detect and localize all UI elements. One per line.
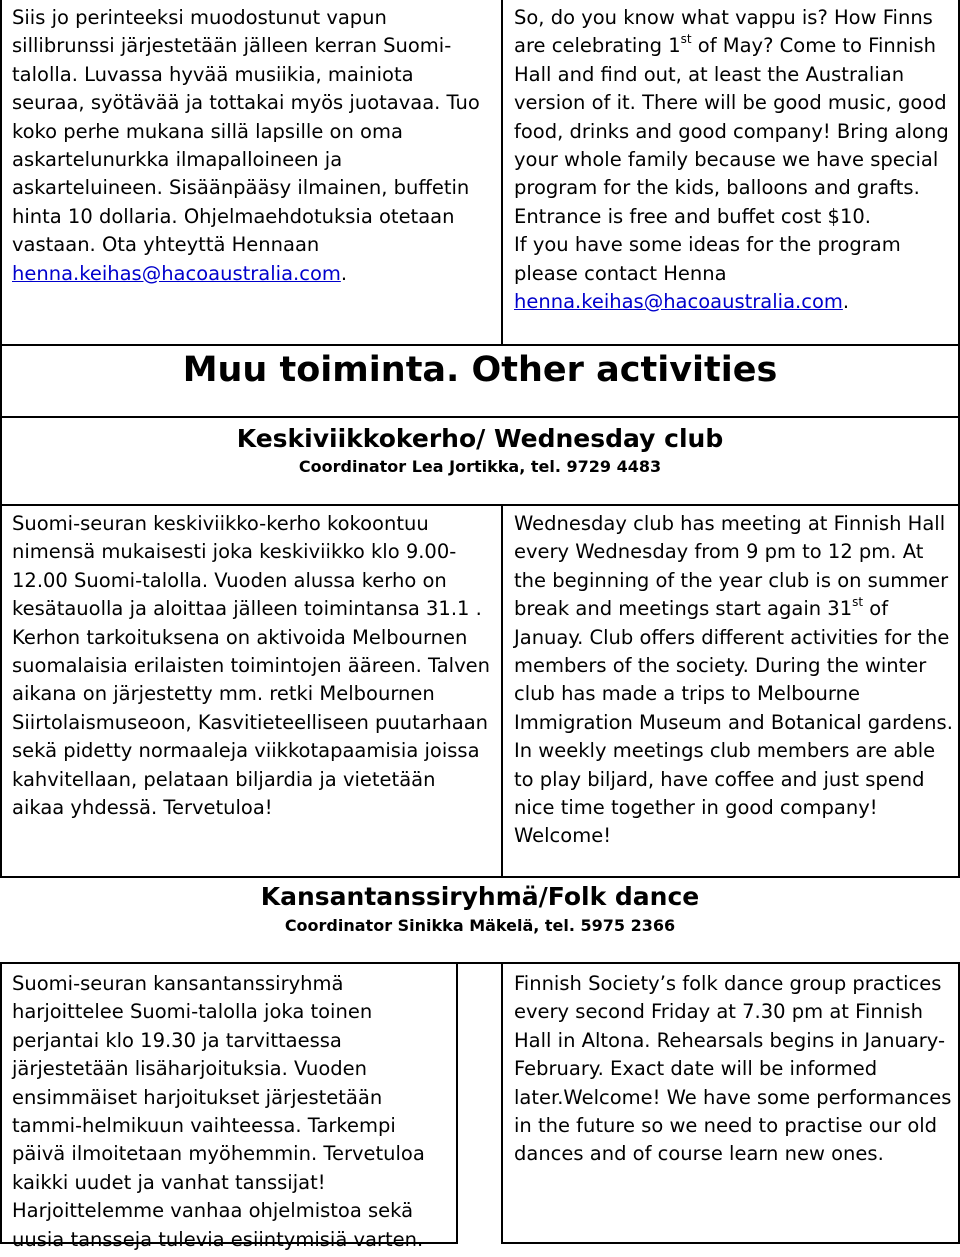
wednesday-english-sup: st [852,594,864,609]
vappu-finnish-email-link[interactable]: henna.keihas@hacoaustralia.com [12,261,341,285]
wed-header-bottom-border [0,504,960,506]
wed-body-middle-border [501,506,503,878]
folk-left-box-right [456,962,458,1244]
vappu-english-period: . [842,290,850,314]
vappu-finnish-period: . [340,261,348,285]
folk-dance-finnish-body: Suomi-seuran kansantanssiryhmä harjoittelee Suomi-talolla joka toinen perjantai klo 19.30 ja tarvittaessa järjestetään lisäharjoituksia. Vuoden ensimmäiset harjoitukset järjestetään tammi-helmikuun vaihteessa. Tarkempi päivä ilmoitetaan myöhemmin. Tervetuloa kaikki uudet ja vanhat tanssijat! Harjoittelemme vanhaa ohjelmistoa sekä uusia tansseja tulevia esiintymisiä varten. [12,972,425,1251]
wednesday-english-body: Wednesday club has meeting at Finnish Hall every Wednesday from 9 pm to 12 pm. At the beginning of the year club is on summer break and meetings start again 31 [514,512,949,621]
wed-body-bottom-border [0,876,960,878]
other-activities-title: Muu toiminta. Other activities [182,350,778,390]
vappu-finnish-body: Siis jo perinteeksi muodostunut vapun sillibrunssi järjestetään jälleen kerran Suomi-talolla. Luvassa hyvää musiikia, mainiota seuraa, syötävää ja tottakai myös juotavaa. Tuo koko perhe mukana sillä lapsille on oma askartelunurkka ilmapalloineen ja askarteluineen. Sisäänpääsy ilmainen, buffetin hinta 10 dollaria. Ohjelmaehdotuksia otetaan vastaan. Ota yhteyttä Hennaan [12,6,480,257]
folk-dance-title: Kansantanssiryhmä/Folk dance [260,882,700,911]
folk-dance-coordinator: Coordinator Sinikka Mäkelä, tel. 5975 2366 [284,916,676,935]
top-left-border [0,0,2,346]
vappu-english-body: So, do you know what vappu is? How Finns are celebrating 1 [514,6,933,58]
folk-dance-english-text [514,970,954,1169]
wednesday-finnish-text [12,510,492,822]
folk-dance-finnish-text [12,970,452,1254]
vappu-finnish-text [12,4,492,288]
folk-right-box-left [501,962,503,1244]
folk-header-bottom-border [0,962,960,964]
vappu-english-body-2: of May? Come to Finnish Hall and find out, at least the Australian version of it. There will be good music, good food, drinks and good company! Bring along your whole family because we have special program for the kids, balloons and grafts. Entrance is free and buffet cost $10. [514,34,949,228]
other-bottom-border [0,416,960,418]
top-bottom-border [0,344,960,346]
wednesday-club-title: Keskiviikkokerho/ Wednesday club [236,424,724,453]
wednesday-english-body-2: of Januay. Club offers different activities for the members of the society. During the winter club has made a trips to Melbourne Immigration Museum and Botanical gardens. In weekly meetings club members are able to play biljard, have coffee and just spend nice time together in good company! Welcome! [514,597,953,848]
vappu-english-contact: If you have some ideas for the program please contact Henna [514,233,901,285]
folk-dance-english-body: Finnish Society’s folk dance group practices every second Friday at 7.30 pm at Finnish Hall in Altona. Rehearsals begins in January-February. Exact date will be informed later.Welcome! We have some performances in the future so we need to practise our old dances and of course learn new ones. [514,972,952,1166]
wednesday-english-text [514,510,954,851]
vappu-english-email-link[interactable]: henna.keihas@hacoaustralia.com [514,290,843,314]
vappu-english-text [514,4,954,316]
top-middle-border [501,0,503,346]
wednesday-club-coordinator: Coordinator Lea Jortikka, tel. 9729 4483 [298,457,662,476]
folk-left-box-left [0,962,2,1244]
wed-body-left-border [0,506,2,878]
vappu-english-sup: st [680,31,692,46]
wednesday-finnish-body: Suomi-seuran keskiviikko-kerho kokoontuu nimensä mukaisesti joka keskiviikko klo 9.00-12.00 Suomi-talolla. Vuoden alussa kerho on kesätauolla ja aloittaa jälleen toimintansa 31.1 . Kerhon tarkoituksena on aktivoida Melbournen suomalaisia erilaisten toimintojen ääreen. Talven aikana on järjestetty mm. retki Melbournen Siirtolaismuseoon, Kasvitieteelliseen puutarhaan sekä pidetty normaaleja viikkotapaamisia joissa kahvitellaan, pelataan biljardia ja vietetään aikaa yhdessä. Tervetuloa! [12,512,490,820]
folk-right-box-bottom [501,1242,960,1244]
